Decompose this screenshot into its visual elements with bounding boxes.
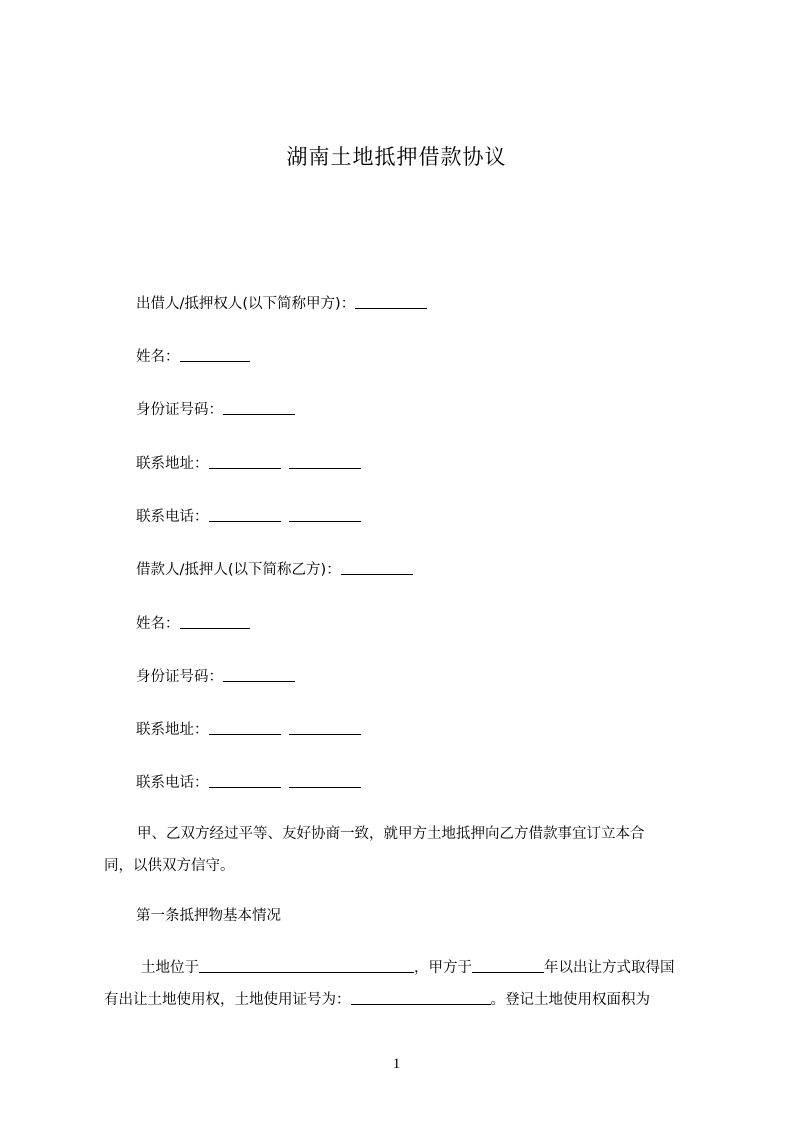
borrower-id-row	[136, 665, 295, 686]
borrower-phone-label: 联系电话：	[136, 775, 209, 791]
lender-phone-row	[136, 505, 361, 526]
borrower-id-label: 身份证号码：	[136, 669, 223, 685]
lender-blank[interactable]	[355, 294, 427, 309]
borrower-phone-blank-2[interactable]	[289, 773, 361, 788]
intro-line-1: 甲、乙双方经过平等、友好协商一致，就甲方土地抵押向乙方借款事宜订立本合	[137, 826, 645, 842]
year-blank[interactable]	[472, 958, 544, 973]
lender-phone-label: 联系电话：	[136, 509, 209, 525]
borrower-blank[interactable]	[341, 560, 413, 575]
article1-line-2	[104, 984, 702, 1016]
land-location-blank[interactable]	[199, 958, 414, 973]
land-certificate-blank[interactable]	[351, 990, 491, 1005]
borrower-name-label: 姓名：	[136, 616, 180, 632]
borrower-address-row	[136, 718, 361, 739]
lender-address-blank-2[interactable]	[289, 454, 361, 469]
article1-text-d: 有出让土地使用权，土地使用证号为：	[104, 992, 351, 1008]
intro-paragraph	[104, 818, 702, 882]
borrower-id-blank[interactable]	[223, 667, 295, 682]
article1-text-b: ，甲方于	[414, 960, 472, 976]
lender-phone-blank-2[interactable]	[289, 507, 361, 522]
borrower-address-blank-2[interactable]	[289, 720, 361, 735]
borrower-name-blank[interactable]	[180, 614, 250, 629]
page-number: 1	[392, 1056, 401, 1072]
lender-heading-row	[136, 292, 427, 313]
lender-name-blank[interactable]	[180, 347, 250, 362]
borrower-phone-row	[136, 771, 361, 792]
lender-id-label: 身份证号码：	[136, 402, 223, 418]
article1-text-a: 土地位于	[141, 960, 199, 976]
borrower-heading-row	[136, 558, 413, 579]
lender-address-label: 联系地址：	[136, 456, 209, 472]
borrower-address-blank-1[interactable]	[209, 720, 281, 735]
lender-heading: 出借人/抵押权人(以下简称甲方)：	[136, 296, 356, 312]
borrower-name-row	[136, 612, 250, 633]
article1-text-e: 。登记土地使用权面积为	[490, 992, 650, 1008]
lender-address-row	[136, 452, 361, 473]
article1-heading: 第一条抵押物基本情况	[136, 908, 281, 924]
article1-line-1	[104, 952, 702, 984]
intro-line-2: 同，以供双方信守。	[104, 858, 235, 874]
lender-name-label: 姓名：	[136, 349, 180, 365]
borrower-phone-blank-1[interactable]	[209, 773, 281, 788]
article1-paragraph	[104, 952, 702, 1016]
borrower-address-label: 联系地址：	[136, 722, 209, 738]
lender-address-blank-1[interactable]	[209, 454, 281, 469]
lender-name-row	[136, 345, 250, 366]
lender-phone-blank-1[interactable]	[209, 507, 281, 522]
document-title: 湖南土地抵押借款协议	[286, 145, 507, 169]
article1-text-c: 年以出让方式取得国	[544, 960, 675, 976]
lender-id-blank[interactable]	[223, 400, 295, 415]
borrower-heading: 借款人/抵押人(以下简称乙方)：	[136, 562, 341, 578]
lender-id-row	[136, 398, 295, 419]
